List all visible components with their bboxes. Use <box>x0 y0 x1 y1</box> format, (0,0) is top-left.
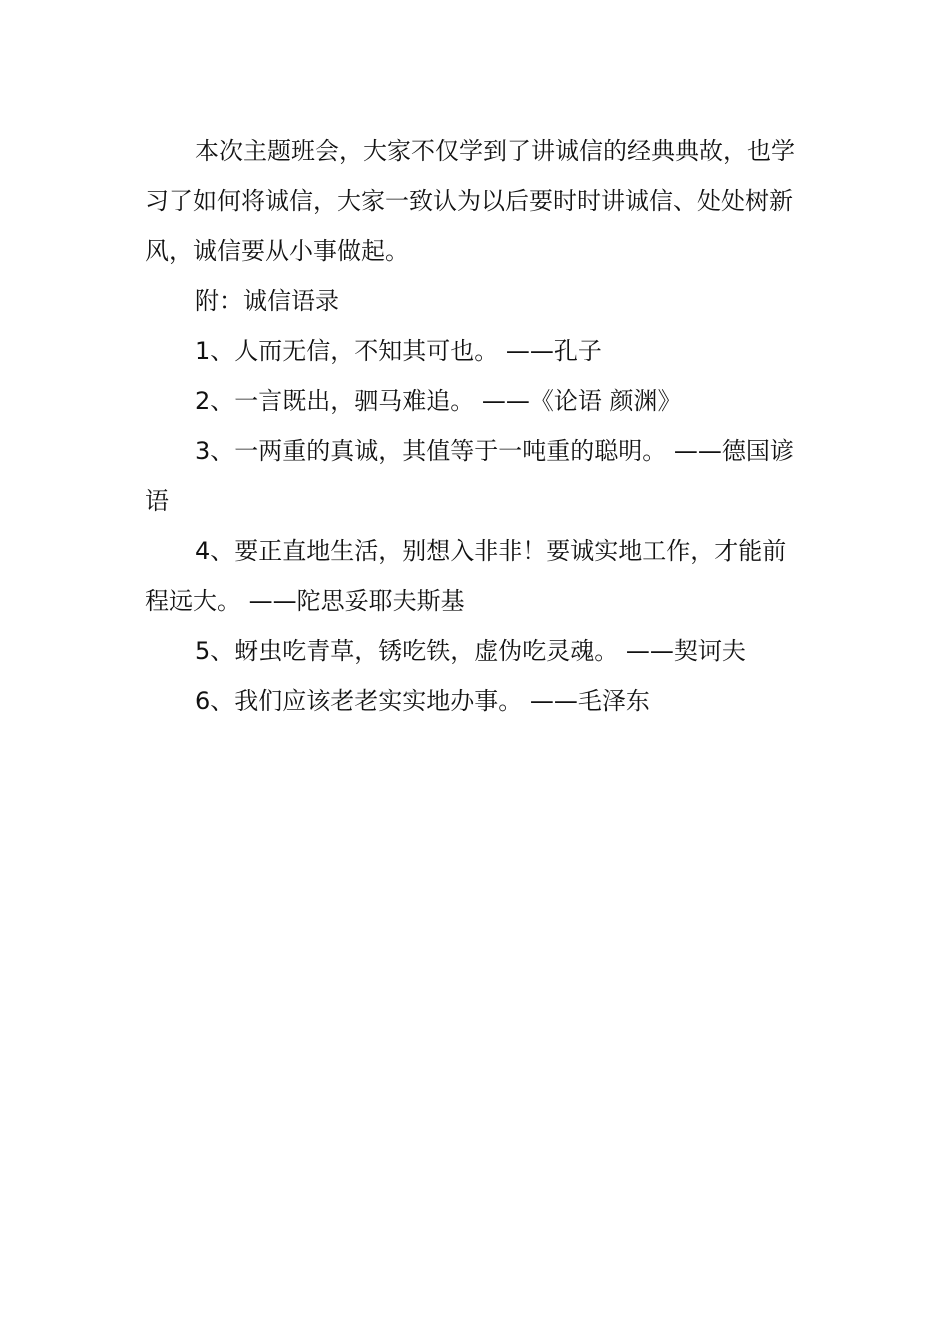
quote-item: 2、一言既出，驷马难追。 ——《论语 颜渊》 <box>195 387 682 415</box>
quote-item: 5、蚜虫吃青草，锈吃铁，虚伪吃灵魂。 ——契诃夫 <box>195 637 746 665</box>
appendix-title: 附：诚信语录 <box>195 287 339 315</box>
quote-item: 6、我们应该老老实实地办事。 ——毛泽东 <box>195 687 650 715</box>
quote-item: 3、一两重的真诚，其值等于一吨重的聪明。 ——德国谚语 <box>145 437 794 515</box>
document-body <box>145 126 810 726</box>
intro-paragraph: 本次主题班会，大家不仅学到了讲诚信的经典典故，也学习了如何将诚信，大家一致认为以后要时时讲诚信、处处树新风，诚信要从小事做起。 <box>145 137 795 265</box>
quote-item: 1、人而无信，不知其可也。 ——孔子 <box>195 337 602 365</box>
quote-item: 4、要正直地生活，别想入非非！要诚实地工作，才能前程远大。 ——陀思妥耶夫斯基 <box>145 537 787 615</box>
